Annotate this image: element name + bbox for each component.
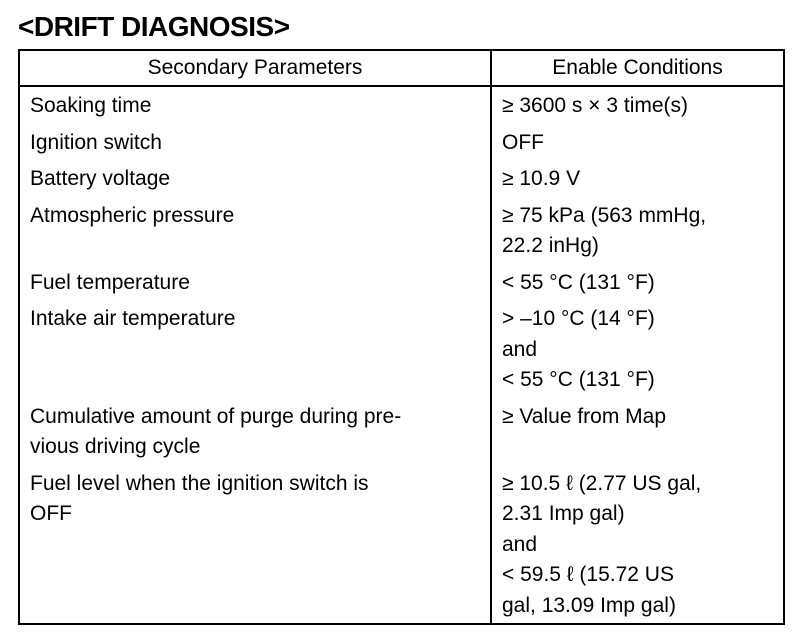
condition-text: ≥ 10.5 ℓ (2.77 US gal, [502,471,702,495]
page-title: <DRIFT DIAGNOSIS> [18,11,290,42]
condition-cell [491,126,784,163]
parameter-text: Battery voltage [30,167,171,190]
parameter-text: Atmospheric pressure [30,203,235,227]
parameter-cell [19,126,491,163]
condition-text: and [502,337,538,361]
condition-text: gal, 13.09 Imp gal) [502,593,676,617]
condition-text: ≥ 75 kPa (563 mmHg, [502,203,707,227]
parameter-text: vious driving cycle [30,435,201,458]
parameter-cell [19,162,491,199]
parameter-text: Fuel level when the ignition switch is [30,471,369,495]
header-enable-conditions: Enable Conditions [491,50,784,86]
condition-text: OFF [502,130,544,154]
condition-text: < 55 °C (131 °F) [502,270,655,294]
table-row [19,467,784,625]
condition-cell [491,467,784,625]
condition-cell [491,162,784,199]
table-row [19,162,784,199]
table-row [19,126,784,163]
parameter-cell [19,467,491,625]
parameter-cell [19,86,491,126]
parameter-text: OFF [30,502,72,525]
table-row [19,86,784,126]
parameter-text: Ignition switch [30,130,162,154]
table-row [19,266,784,303]
parameter-text: Fuel temperature [30,270,190,294]
table-row [19,400,784,467]
condition-text: ≥ 10.9 V [502,167,581,190]
enable-conditions-table [18,49,785,625]
condition-text: ≥ Value from Map [502,404,667,428]
condition-text: and [502,532,538,556]
table-row [19,199,784,266]
condition-text: ≥ 3600 s × 3 time(s) [502,94,689,117]
parameter-cell [19,199,491,266]
parameter-text: Cumulative amount of purge during pre- [30,404,402,428]
parameter-cell [19,302,491,400]
condition-text: 2.31 Imp gal) [502,502,625,525]
condition-cell [491,400,784,467]
parameter-cell [19,400,491,467]
condition-cell [491,199,784,266]
parameter-text: Intake air temperature [30,307,236,330]
condition-text: > –10 °C (14 °F) [502,307,655,330]
condition-text: < 59.5 ℓ (15.72 US [502,563,674,586]
condition-text: 22.2 inHg) [502,234,599,257]
table-header-row [19,50,784,86]
table-body [19,86,784,624]
parameter-cell [19,266,491,303]
condition-text: < 55 °C (131 °F) [502,368,655,391]
header-secondary-parameters: Secondary Parameters [19,50,491,86]
condition-cell [491,266,784,303]
condition-cell [491,302,784,400]
table-row [19,302,784,400]
parameter-text: Soaking time [30,94,152,117]
condition-cell [491,86,784,126]
